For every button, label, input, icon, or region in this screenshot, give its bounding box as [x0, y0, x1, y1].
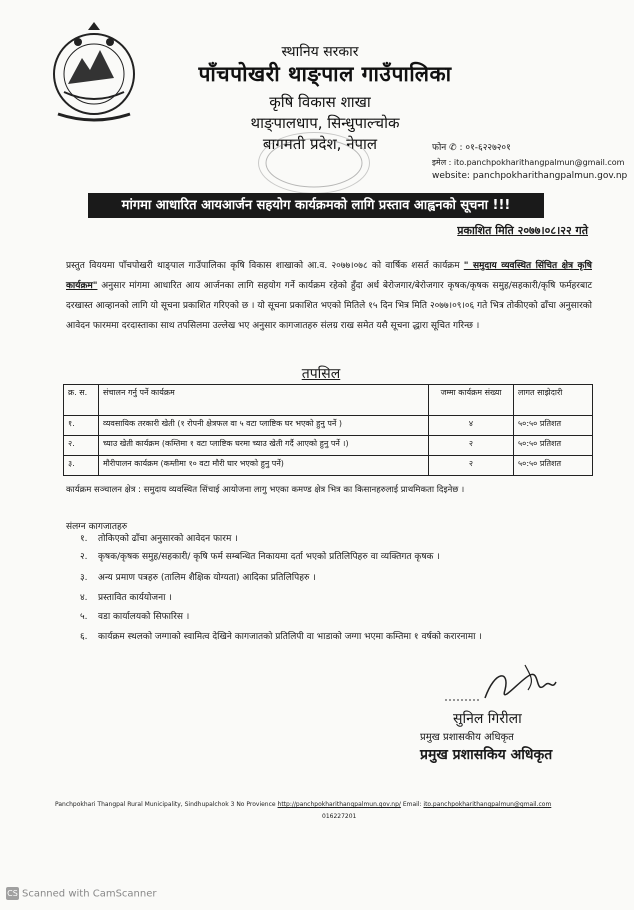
table-cell: ५०:५० प्रतिशत [514, 416, 593, 436]
body-text-start: प्रस्तुत विययमा पाँचपोखरी थाङ्पाल गाउँपालिका कृषि विकास शाखाको आ.व. २०७७।०७८ को वार्षिक शसर्त कार्यक्रम [66, 261, 464, 271]
handwritten-signature [440, 660, 560, 710]
body-text-end: अनुसार मांगमा आधारित आय आर्जनका लागि सहयोग गर्ने कार्यक्रम रहेको हुँदा अर्ध बेरोजगार/बेरोजगार कृषक/कृषक समुह/सहकारी/कृषि फर्महरबाट दरखास्त आव्हानको लागि यो सूचना प्रकाशित गरिएको छ । यो सूचना प्रकाशित भएको मितिले १५ दिन भित्र मिति २०७७।०९।०६ गते भित्र तोकीएको ढाँचा अनुसारको आवेदन फारममा दरदास्ताका साथ तपसिलमा उल्लेख भए अनुसार कागजातहरु संलग्र राख समेत यसै सूचना द्धारा सूचित गरिन्छ । [66, 281, 592, 331]
list-item-number: ४. [80, 593, 88, 603]
header-cell: संचालन गर्नु पर्ने कार्यक्रम [99, 385, 429, 416]
schedule-table [63, 384, 593, 476]
list-item-number: ३. [80, 573, 88, 583]
list-item-number: २. [80, 552, 88, 562]
header-cell: क्र. स. [64, 385, 99, 416]
table-cell: व्यवसायिक तरकारी खेती (१ रोपनी क्षेत्रफल वा ५ वटा प्लाष्टिक घर भएको हुनु पर्ने ) [99, 416, 429, 436]
department-name: कृषि विकास शाखा [269, 93, 371, 111]
program-area-note: कार्यक्रम सञ्चालन क्षेत्र : समुदाय व्यवस्थित सिंचाई आयोजना लागु भएका कमण्ड क्षेत्र भित्र का किसानहरुलाई प्राथमिकता दिइनेछ । [66, 485, 465, 495]
header-cell: लागत साझेदारी [514, 385, 593, 416]
list-item-text: तोकिएको ढाँचा अनुसारको आवेदन फारम । [98, 534, 238, 544]
table-cell: २ [429, 456, 514, 476]
phone-number: फोन ✆ : ०१-६२२७२०१ [432, 143, 511, 153]
list-item-text: कार्यक्रम स्थलको जग्गाको स्वामित्व देखिने कागजातको प्रतिलिपी वा भाडाको जग्गा भएमा कम्तिमा १ वर्षको करारनामा । [98, 632, 482, 642]
table-cell: ४ [429, 416, 514, 436]
list-item [80, 549, 440, 562]
list-item [80, 531, 238, 544]
table-cell: च्याउ खेती कार्यक्रम (कम्तिमा १ वटा प्लाष्टिक घरमा च्याउ खेती गर्दै आएको हुनु पर्ने ।) [99, 436, 429, 456]
published-date: प्रकाशित मिति २०७७।०८।२२ गते [457, 224, 588, 237]
table-cell: २ [429, 436, 514, 456]
camscanner-watermark [6, 887, 157, 900]
watermark-text: Scanned with CamScanner [22, 888, 157, 900]
province-line: बागमती प्रदेश, नेपाल [262, 135, 378, 153]
documents-heading: संलग्न कागजातहरु [66, 522, 128, 532]
list-item-number: ६. [80, 632, 88, 642]
list-item-text: कृषक/कृषक समुह/सहकारी/ कृषि फर्म सम्बन्धित निकायमा दर्ता भएको प्रतिलिपिहरु वा व्यक्तिगत कृषक । [98, 552, 440, 562]
municipality-name: पाँचपोखरी थाङ्पाल गाउँपालिका [198, 62, 452, 86]
list-item-number: ५. [80, 612, 88, 622]
table-row [64, 436, 593, 456]
signatory-title-stamp: प्रमुख प्रशासकिय अधिकृत [420, 747, 553, 763]
list-item [80, 609, 189, 622]
program-name-highlight: " समुदाय व्यवस्थित सिंचित क्षेत्र कृषि कार्यक्रम" [66, 261, 592, 291]
nepal-emblem-logo [48, 22, 140, 130]
email-address: इमेल : ito.panchpokharithangpalmun@gmail.com [432, 158, 625, 167]
list-item-text: वडा कार्यालयको सिफारिस । [98, 612, 190, 622]
table-cell: १. [64, 416, 99, 436]
table-row [64, 416, 593, 436]
table-header-row [64, 385, 593, 416]
list-item [80, 590, 172, 603]
list-item [80, 570, 316, 583]
office-stamp [258, 132, 370, 194]
table-cell: मौरीपालन कार्यक्रम (कम्तीमा १० वटा मौरी घार भएको हुनु पर्ने) [99, 456, 429, 476]
footer-email-link[interactable]: ito.panchpokharithangpalmun@gmail.com [423, 801, 552, 808]
table-cell: ३. [64, 456, 99, 476]
table-cell: ५०:५० प्रतिशत [514, 456, 593, 476]
website-address: website: panchpokharithangpalmun.gov.np [432, 171, 628, 181]
notice-body-paragraph [66, 256, 592, 336]
signatory-name: सुनिल गिरीला [453, 711, 522, 727]
address-line: थाङ्पालधाप, सिन्धुपाल्चोक [250, 114, 400, 132]
footer-line [55, 801, 595, 808]
header-cell: जम्मा कार्यक्रम संख्या [429, 385, 514, 416]
signatory-title: प्रमुख प्रशासकीय अधिकृत [420, 732, 514, 743]
list-item-text: अन्य प्रमाण पत्रहरु (तालिम शैक्षिक योग्यता) आदिका प्रतिलिपिहरु । [98, 573, 316, 583]
table-cell: ५०:५० प्रतिशत [514, 436, 593, 456]
government-label: स्थानिय सरकार [281, 44, 359, 60]
camscanner-icon: CS [7, 889, 18, 898]
list-item-number: १. [80, 534, 88, 544]
list-item-text: प्रस्तावित कार्ययोजना । [98, 593, 172, 603]
footer-website-link[interactable]: http://panchpokharithangpalmun.gov.np/ [277, 801, 401, 808]
notice-title-banner: मांगमा आधारित आयआर्जन सहयोग कार्यक्रमको लागि प्रस्ताव आह्वनको सूचना !!! [88, 193, 544, 218]
footer-email-label: Email: [400, 801, 424, 808]
table-cell: २. [64, 436, 99, 456]
schedule-title: तपसिल [301, 366, 341, 382]
footer-org: Panchpokhari Thangpal Rural Municipality, Sindhupalchok 3 No Provience [55, 801, 278, 808]
footer-phone: 016227201 [322, 813, 357, 820]
list-item [80, 629, 482, 642]
table-row [64, 456, 593, 476]
